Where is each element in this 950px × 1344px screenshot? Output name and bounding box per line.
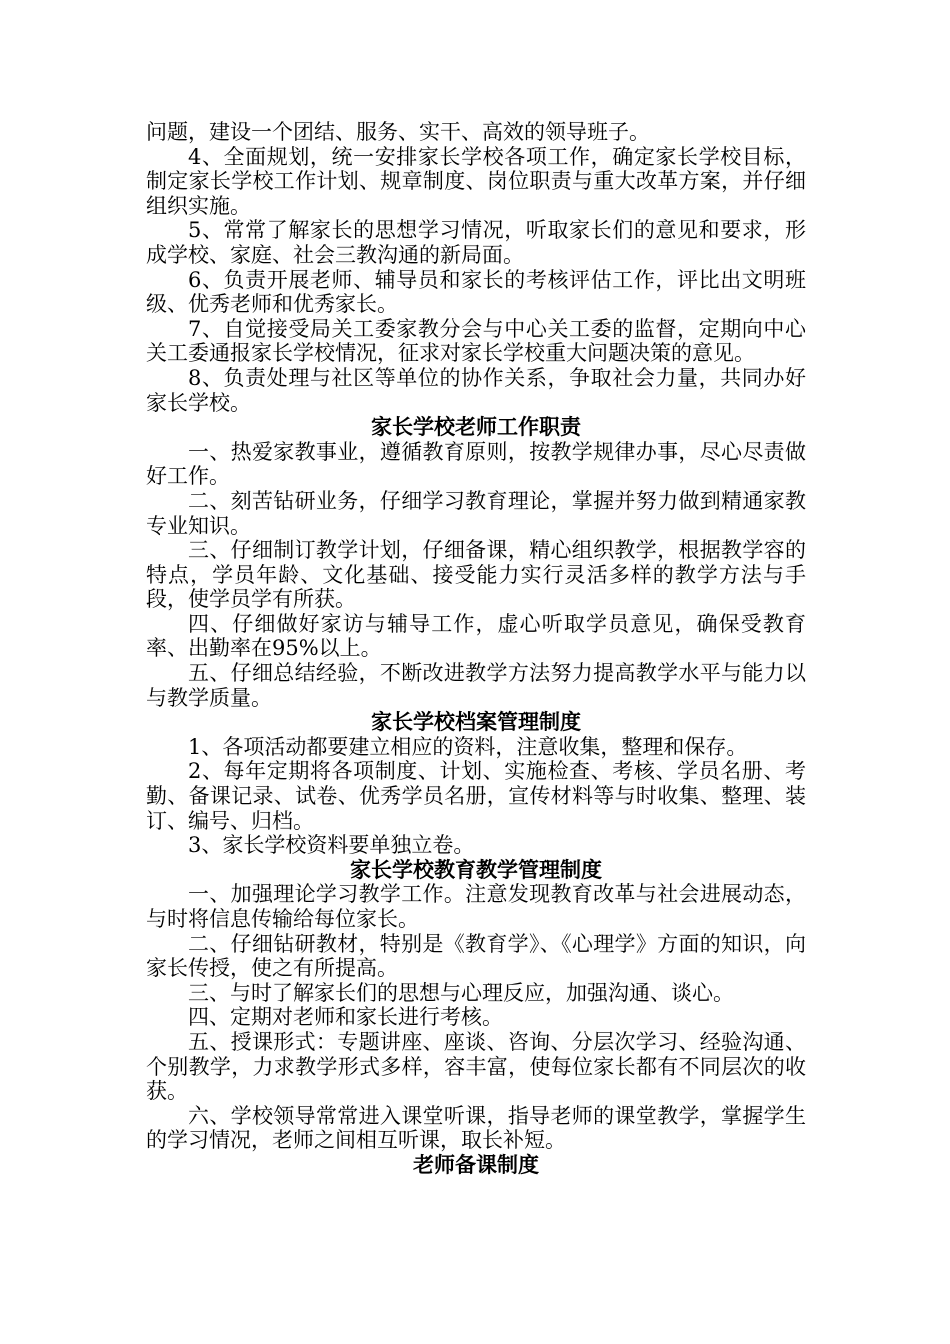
paragraph: 8、负责处理与社区等单位的协作关系，争取社会力量，共同办好家长学校。 (146, 365, 806, 415)
paragraph: 4、全面规划，统一安排家长学校各项工作，确定家长学校目标，制定家长学校工作计划、规章制度、岗位职责与重大改革方案，并仔细组织实施。 (146, 144, 806, 218)
paragraph: 五、授课形式：专题讲座、座谈、咨询、分层次学习、经验沟通、个别教学，力求教学形式多样，容丰富，使每位家长都有不同层次的收获。 (146, 1029, 806, 1104)
paragraph: 一、热爱家教事业，遵循教育原则，按教学规律办事，尽心尽责做好工作。 (146, 439, 806, 489)
paragraph: 四、仔细做好家访与辅导工作，虚心听取学员意见，确保受教育率、出勤率在95%以上。 (146, 611, 806, 661)
paragraph: 五、仔细总结经验，不断改进教学方法努力提高教学水平与能力以与教学质量。 (146, 661, 806, 710)
section-title: 家长学校老师工作职责 (371, 414, 581, 440)
paragraph: 6、负责开展老师、辅导员和家长的考核评估工作，评比出文明班级、优秀老师和优秀家长。 (146, 267, 806, 317)
paragraph: 1、各项活动都要建立相应的资料，注意收集，整理和保存。 (188, 734, 748, 759)
paragraph: 2、每年定期将各项制度、计划、实施检查、考核、学员名册、考勤、备课记录、试卷、优秀学员名册，宣传材料等与时收集、整理、装订、编号、归档。 (146, 759, 806, 833)
paragraph: 三、与时了解家长们的思想与心理反应，加强沟通、谈心。 (188, 980, 734, 1005)
paragraph: 3、家长学校资料要单独立卷。 (188, 833, 475, 858)
paragraph: 四、定期对老师和家长进行考核。 (188, 1005, 503, 1030)
paragraph: 二、刻苦钻研业务，仔细学习教育理论，掌握并努力做到精通家教专业知识。 (146, 488, 806, 538)
paragraph: 六、学校领导常常进入课堂听课，指导老师的课堂教学，掌握学生的学习情况，老师之间相互听课，取长补短。 (146, 1103, 806, 1153)
paragraph: 二、仔细钻研教材，特别是《教育学》、《心理学》方面的知识，向家长传授，使之有所提高。 (146, 931, 806, 981)
section-title: 家长学校教育教学管理制度 (350, 856, 602, 882)
paragraph: 三、仔细制订教学计划，仔细备课，精心组织教学，根据教学容的特点，学员年龄、文化基础、接受能力实行灵活多样的教学方法与手段，使学员学有所获。 (146, 538, 806, 612)
paragraph: 一、加强理论学习教学工作。注意发现教育改革与社会进展动态，与时将信息传输给每位家长。 (146, 882, 806, 931)
paragraph: 7、自觉接受局关工委家教分会与中心关工委的监督，定期向中心关工委通报家长学校情况，征求对家长学校重大问题决策的意见。 (146, 316, 806, 366)
paragraph: 5、常常了解家长的思想学习情况，听取家长们的意见和要求，形成学校、家庭、社会三教沟通的新局面。 (146, 218, 806, 267)
document-page (146, 120, 806, 1178)
paragraph: 问题，建设一个团结、服务、实干、高效的领导班子。 (146, 120, 650, 144)
section-title: 家长学校档案管理制度 (371, 709, 581, 735)
section-title: 老师备课制度 (413, 1151, 539, 1177)
